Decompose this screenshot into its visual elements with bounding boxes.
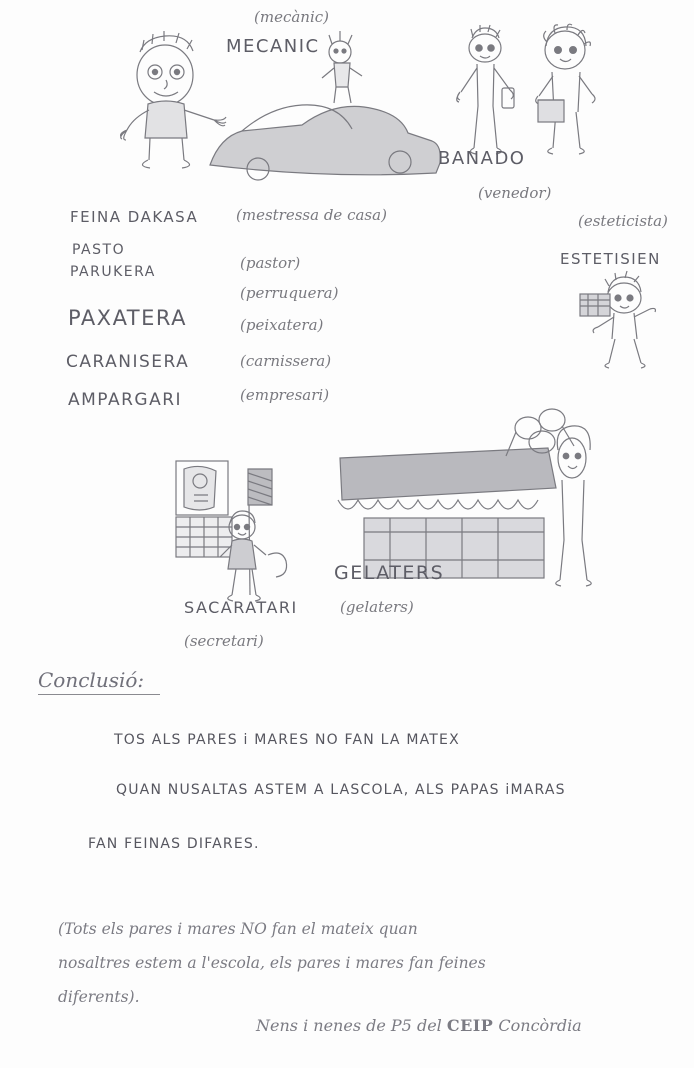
mecanic-kid-label: MECANIC bbox=[226, 36, 320, 57]
drawing-beautician bbox=[580, 272, 670, 367]
profession-transcription-3: (peixatera) bbox=[240, 316, 324, 334]
profession-kid-2: PARUKERA bbox=[70, 264, 156, 280]
profession-kid-5: AMPARGARI bbox=[68, 390, 183, 410]
profession-kid-3: PAXATERA bbox=[68, 306, 188, 330]
adult-line-2: diferents). bbox=[58, 988, 140, 1006]
secretari-transcription: (secretari) bbox=[184, 632, 264, 650]
mecanic-transcription: (mecànic) bbox=[254, 8, 330, 26]
child-conclusion-line-0: TOS ALS PARES i MARES NO FAN LA MATEX bbox=[114, 732, 460, 748]
conclusion-underline bbox=[38, 694, 160, 695]
esteticista-transcription: (esteticista) bbox=[578, 212, 668, 230]
signature-prefix: Nens i nenes de P5 del bbox=[256, 1016, 447, 1035]
profession-transcription-0: (mestressa de casa) bbox=[236, 206, 387, 224]
signature-suffix: Concòrdia bbox=[493, 1016, 582, 1035]
adult-line-0: (Tots els pares i mares NO fan el mateix quan bbox=[58, 920, 418, 938]
signature-school: CEIP bbox=[446, 1016, 494, 1035]
estetisien-kid-label: ESTETISIEN bbox=[560, 250, 661, 268]
adult-line-1: nosaltres estem a l'escola, els pares i mares fan feines bbox=[58, 954, 486, 972]
profession-transcription-2: (perruquera) bbox=[240, 284, 339, 302]
profession-kid-1: PASTO bbox=[72, 242, 126, 258]
child-conclusion-line-1: QUAN NUSALTAS ASTEM A LASCOLA, ALS PAPAS iMARAS bbox=[116, 782, 566, 798]
profession-transcription-4: (carnissera) bbox=[240, 352, 332, 370]
banado-kid-label: BANADO bbox=[438, 148, 526, 169]
venedor-transcription: (venedor) bbox=[478, 184, 552, 202]
gelaters-transcription: (gelaters) bbox=[340, 598, 414, 616]
profession-kid-4: CARANISERA bbox=[66, 352, 190, 372]
secretari-kid-label: SACARATARI bbox=[184, 598, 298, 617]
profession-transcription-5: (empresari) bbox=[240, 386, 330, 404]
child-conclusion-line-2: FAN FEINAS DIFARES. bbox=[88, 836, 260, 852]
gelaters-kid-label: GELATERS bbox=[334, 562, 445, 584]
profession-transcription-1: (pastor) bbox=[240, 254, 301, 272]
drawing-secretary bbox=[170, 455, 330, 605]
profession-kid-0: FEINA DAKASA bbox=[70, 208, 199, 226]
signature bbox=[256, 1012, 582, 1039]
drawing-vendors bbox=[452, 26, 602, 161]
conclusion-heading: Conclusió: bbox=[38, 668, 145, 692]
